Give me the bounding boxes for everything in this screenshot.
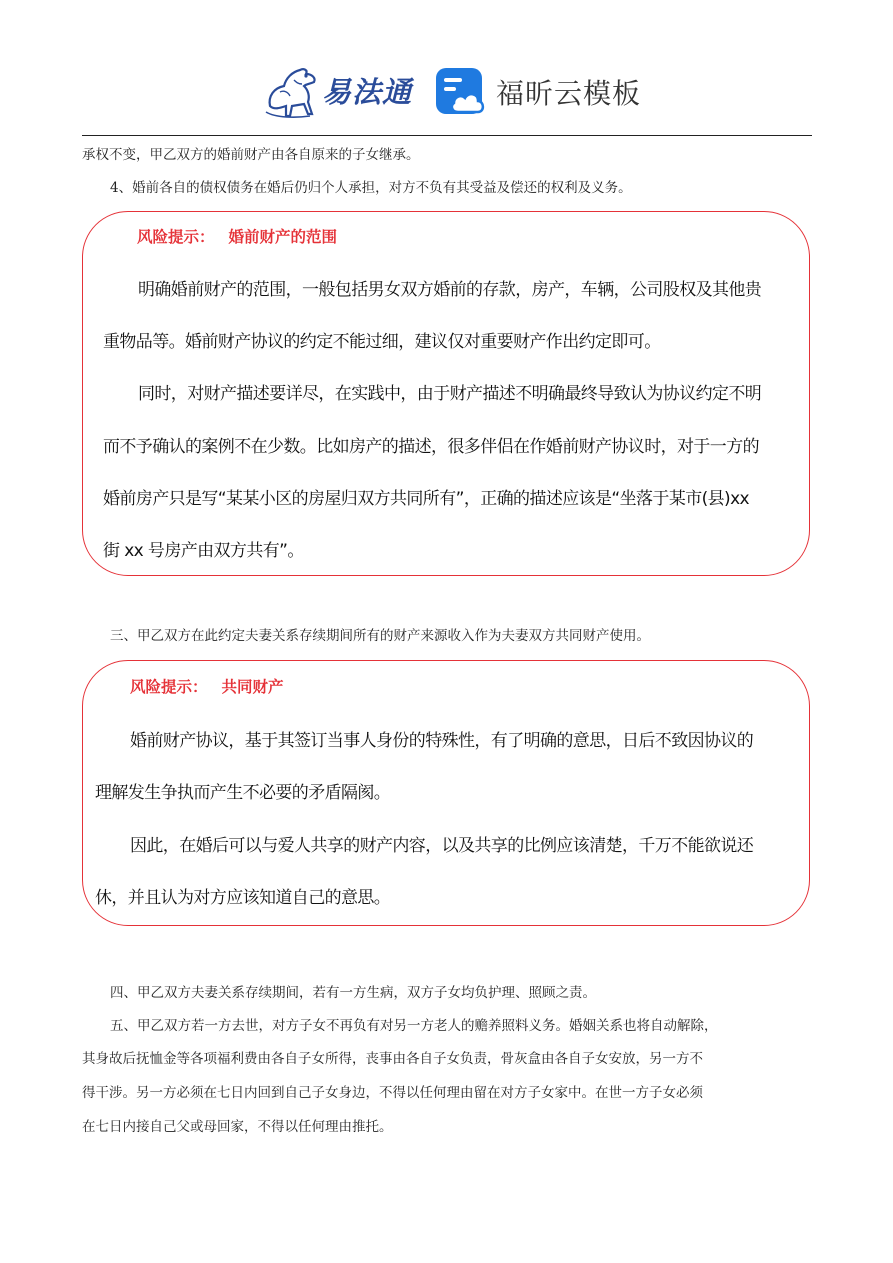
paragraph-section-5-line: 得干涉。另一方必须在七日内回到自己子女身边，不得以任何理由留在对方子女家中。在世一方子女必须 (82, 1085, 703, 1101)
fuxin-logo (434, 64, 644, 120)
risk-tip-1-line: 重物品等。婚前财产协议的约定不能过细，建议仅对重要财产作出约定即可。 (103, 332, 661, 352)
risk-tip-2-line: 婚前财产协议，基于其签订当事人身份的特殊性，有了明确的意思，日后不致因协议的 (130, 731, 754, 751)
yifatong-brand-text: 易法通 (322, 75, 413, 109)
yifatong-logo (262, 62, 414, 120)
risk-tip-2-line: 因此，在婚后可以与爱人共享的财产内容，以及共享的比例应该清楚，千万不能欲说还 (130, 836, 754, 856)
paragraph-section-5-line: 其身故后抚恤金等各项福利费由各自子女所得，丧事由各自子女负责，骨灰盒由各自子女安放，另一方不 (82, 1051, 703, 1067)
paragraph-item-4: 4、婚前各自的债权债务在婚后仍归个人承担，对方不负有其受益及偿还的权利及义务。 (110, 180, 632, 196)
risk-tip-2-line: 休，并且认为对方应该知道自己的意思。 (95, 888, 391, 908)
risk-tip-2-line: 理解发生争执而产生不必要的矛盾隔阂。 (95, 783, 391, 803)
risk-tip-title: 婚前财产的范围 (228, 228, 338, 246)
paragraph-section-3: 三、甲乙双方在此约定夫妻关系存续期间所有的财产来源收入作为夫妻双方共同财产使用。 (110, 628, 650, 644)
paragraph-section-5-line: 在七日内接自己父或母回家，不得以任何理由推托。 (82, 1119, 393, 1135)
cloud-document-icon (434, 66, 488, 118)
risk-tip-1-line: 而不予确认的案例不在少数。比如房产的描述，很多伴侣在作婚前财产协议时，对于一方的 (103, 437, 759, 457)
paragraph-section-5-line: 五、甲乙双方若一方去世，对方子女不再负有对另一方老人的赡养照料义务。婚姻关系也将自动解除， (110, 1018, 718, 1034)
risk-tip-1-line: 同时，对财产描述要详尽，在实践中，由于财产描述不明确最终导致认为协议约定不明 (138, 384, 762, 404)
risk-tip-title: 共同财产 (221, 678, 284, 696)
page-header (0, 0, 893, 136)
risk-tip-1-line: 明确婚前财产的范围，一般包括男女双方婚前的存款，房产，车辆，公司股权及其他贵 (138, 280, 762, 300)
risk-tip-label: 风险提示： (130, 678, 208, 696)
risk-tip-label: 风险提示： (137, 228, 215, 246)
paragraph-continuation: 承权不变，甲乙双方的婚前财产由各自原来的子女继承。 (82, 147, 420, 163)
fuxin-brand-text: 福昕云模板 (496, 77, 642, 110)
paragraph-section-4: 四、甲乙双方夫妻关系存续期间，若有一方生病，双方子女均负护理、照顾之责。 (110, 985, 596, 1001)
risk-tip-1-line: 街 xx 号房产由双方共有”。 (103, 541, 304, 561)
risk-tip-heading-2 (130, 675, 284, 697)
risk-tip-1-line: 婚前房产只是写“某某小区的房屋归双方共同所有”，正确的描述应该是“坐落于某市(县)xx (103, 489, 750, 509)
qilin-icon (262, 62, 324, 120)
risk-tip-heading-1 (137, 225, 337, 247)
header-divider (82, 135, 812, 136)
